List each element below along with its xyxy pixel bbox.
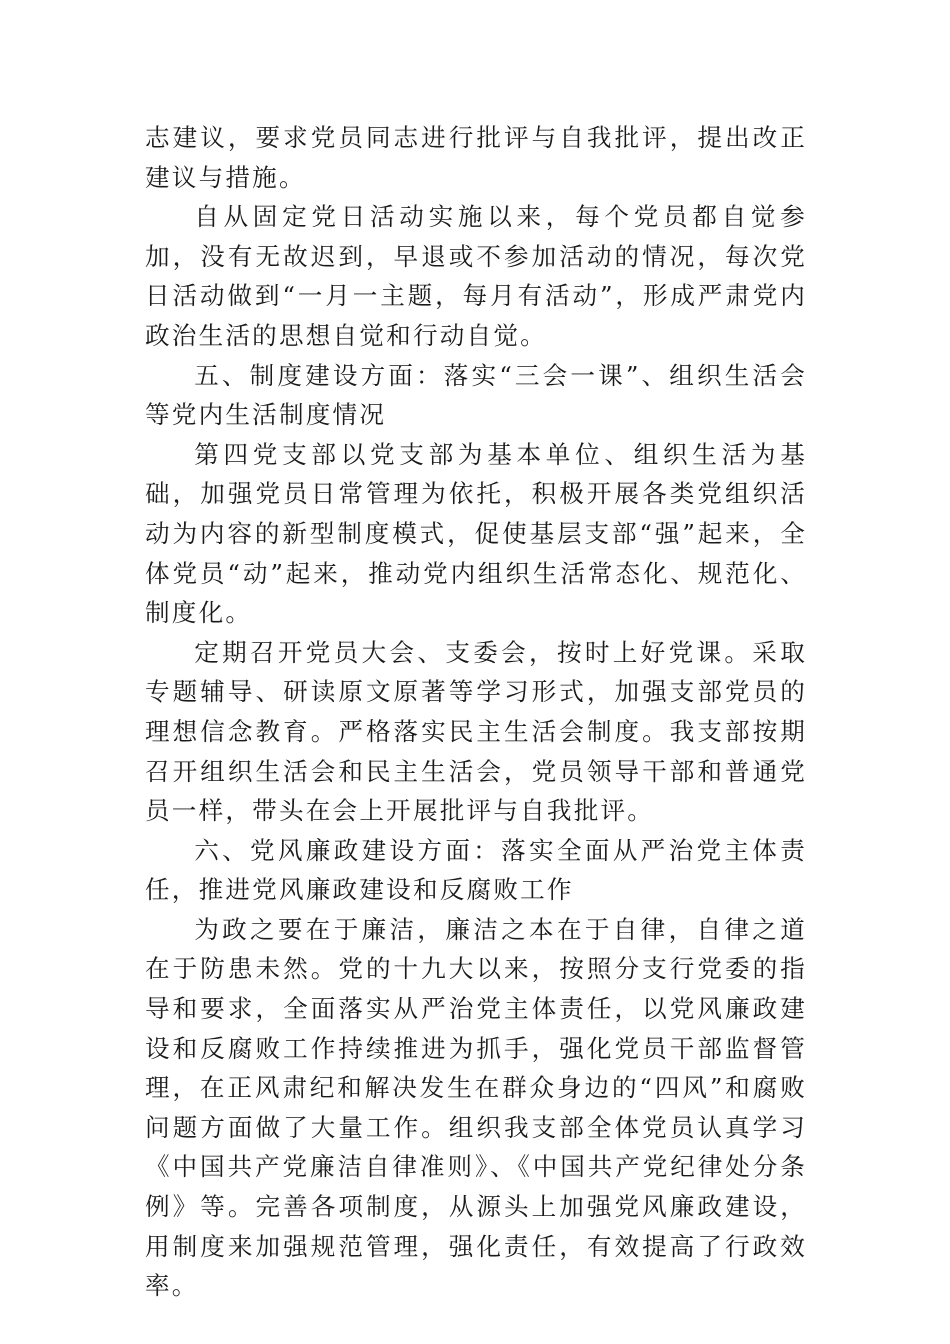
- document-body: [145, 118, 807, 1306]
- paragraph-continued-suggestions: 志建议，要求党员同志进行批评与自我批评，提出改正建议与措施。: [145, 123, 807, 192]
- paragraph-regular-meetings: 定期召开党员大会、支委会，按时上好党课。采取专题辅导、研读原文原著等学习形式，加强支部党员的理想信念教育。严格落实民主生活会制度。我支部按期召开组织生活会和民主生活会，党员领导干部和普通党员一样，带头在会上开展批评与自我批评。: [145, 637, 807, 826]
- paragraph-party-day-activity: 自从固定党日活动实施以来，每个党员都自觉参加，没有无故迟到，早退或不参加活动的情况，每次党日活动做到“一月一主题，每月有活动”，形成严肃党内政治生活的思想自觉和行动自觉。: [145, 202, 807, 350]
- paragraph-fourth-branch: 第四党支部以党支部为基本单位、组织生活为基础，加强党员日常管理为依托，积极开展各类党组织活动为内容的新型制度模式，促使基层支部“强”起来，全体党员“动”起来，推动党内组织生活常态化、规范化、制度化。: [145, 439, 807, 628]
- section-heading-system-building: 五、制度建设方面：落实“三会一课”、组织生活会等党内生活制度情况: [145, 360, 807, 430]
- section-heading-integrity-building: 六、党风廉政建设方面：落实全面从严治党主体责任，推进党风廉政建设和反腐败工作: [145, 835, 807, 905]
- paragraph-integrity-work: 为政之要在于廉洁，廉洁之本在于自律，自律之道在于防患未然。党的十九大以来，按照分支行党委的指导和要求，全面落实从严治党主体责任，以党风廉政建设和反腐败工作持续推进为抓手，强化党员干部监督管理，在正风肃纪和解决发生在群众身边的“四风”和腐败问题方面做了大量工作。组织我支部全体党员认真学习《中国共产党廉洁自律准则》、《中国共产党纪律处分条例》等。完善各项制度，从源头上加强党风廉政建设，用制度来加强规范管理，强化责任，有效提高了行政效率。: [145, 914, 807, 1301]
